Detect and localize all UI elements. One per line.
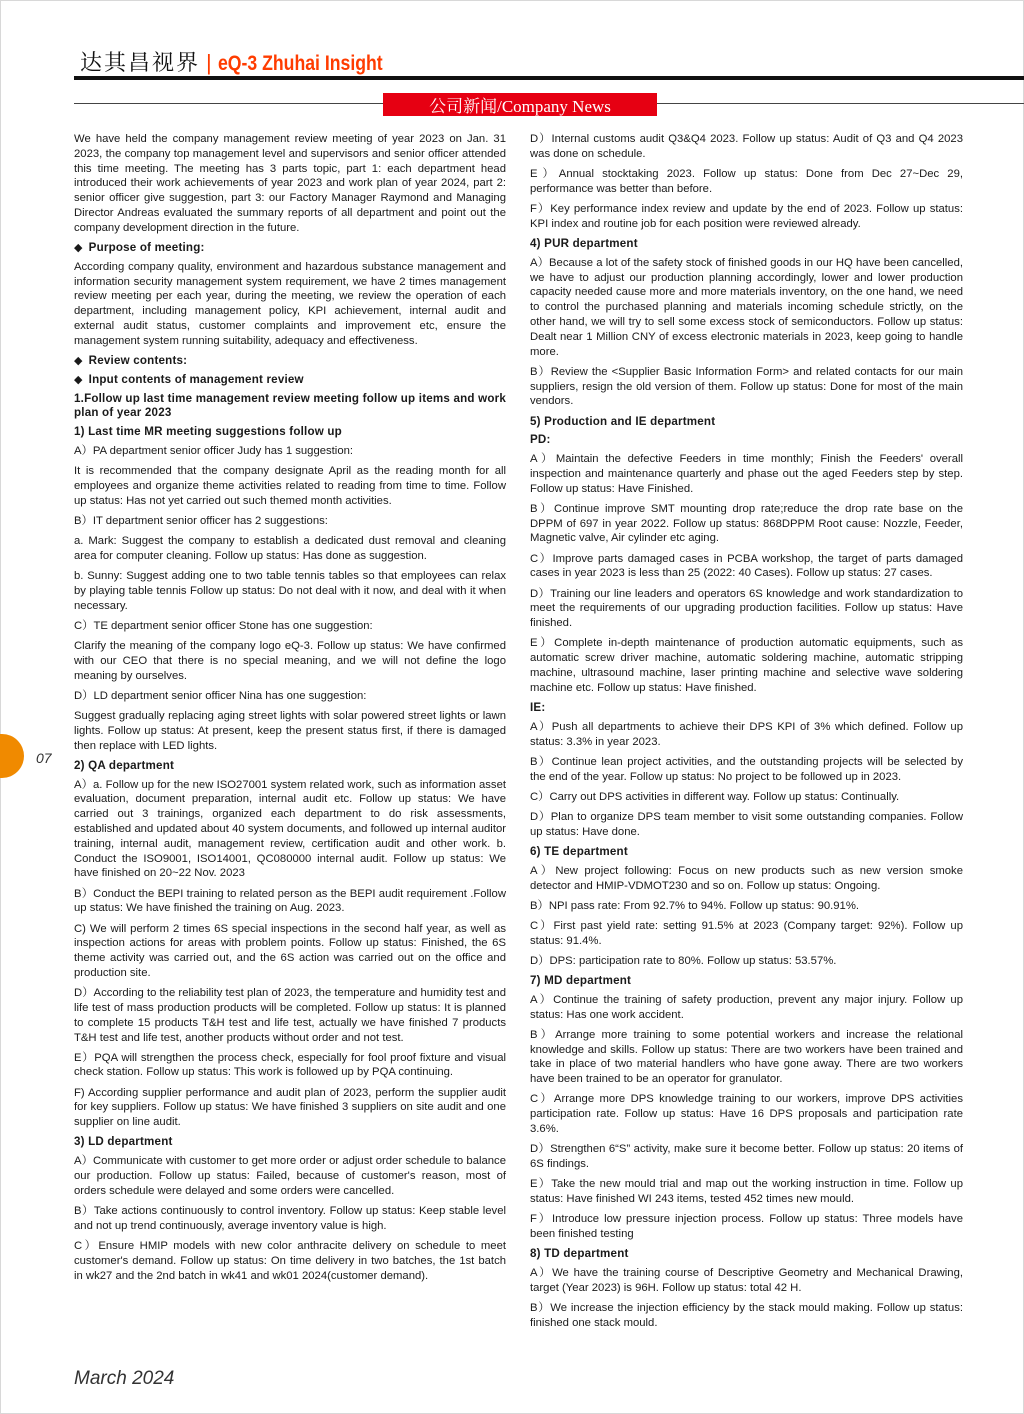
paragraph: A）We have the training course of Descriptive Geometry and Mechanical Drawing, target (Year 2023) is 96H. Follow up status: total 42 H. — [530, 1266, 963, 1294]
section-heading: 8) TD department — [530, 1247, 629, 1261]
paragraph: C）First past yield rate: setting 91.5% at 2023 (Company target: 92%). Follow up status: 91.4%. — [530, 919, 963, 947]
section-heading: 7) MD department — [530, 974, 632, 988]
section-heading: 1.Follow up last time management review meeting follow up items and work plan of year 2023 — [74, 391, 506, 420]
paragraph: B）Arrange more training to some potential workers and increase the relational knowledge and skills. Follow up status: There are two workers have been trained and take in place of two material handlers who have gone away. There are two workers have been trained to be an operator for granulator. — [530, 1028, 963, 1086]
paragraph: a. Mark: Suggest the company to establish a dedicated dust removal and cleaning area for computer cleaning. Follow up status: Has done as suggestion. — [74, 535, 506, 562]
bullet-heading: ◆ Purpose of meeting: — [74, 241, 506, 256]
paragraph: F）Key performance index review and update by the end of 2023. Follow up status: KPI index and routine job for each position were reviewed already. — [530, 202, 963, 230]
paragraph: D）According to the reliability test plan of 2023, the temperature and humidity test and life test of mass production products will be completed. Follow up status: It is planned to complete 15 products T&H test and life test, actually we have finished 7 products T&H test and life test, another products without order and not test. — [74, 987, 506, 1044]
paragraph: A）PA department senior officer Judy has 1 suggestion: — [74, 444, 354, 457]
masthead-separator: | — [206, 50, 212, 75]
bullet-heading: ◆ Review contents: — [74, 354, 506, 369]
paragraph: Suggest gradually replacing aging street lights with solar powered street lights or lawn lights. Follow up status: At present, keep the present status first, if there is damaged then replace with LED lights. — [74, 710, 506, 752]
paragraph: C）Improve parts damaged cases in PCBA workshop, the target of parts damaged cases in year 2023 is less than 25 (2022: 40 Cases). Follow up status: 27 cases. — [530, 552, 963, 580]
masthead-title-cn: 达其昌视界 — [80, 51, 201, 76]
paragraph: According company quality, environment and hazardous substance management and information security management system requirement, we have 2 times management review meeting per each year, during the meeting, we review the operation of each department, including management policy, KPI achievement, internal audit and external audit status, customer complaints and improvement etc, ensure the management system running suitability, adequacy and effectiveness. — [74, 260, 506, 347]
paragraph: D）Plan to organize DPS team member to visit some outstanding companies. Follow up status: Have done. — [530, 810, 963, 838]
paragraph: D）DPS: participation rate to 80%. Follow up status: 53.57%. — [530, 954, 837, 967]
paragraph: C）Carry out DPS activities in different way. Follow up status: Continually. — [530, 790, 900, 803]
paragraph: B）Take actions continuously to control inventory. Follow up status: Keep stable level and not up trend continuously, average inventory value is high. — [74, 1205, 506, 1232]
paragraph: C) We will perform 2 times 6S special inspections in the second half year, as well as inspection actions for areas with problem points. Follow up status: Finished, the 6S theme activity was carried out, and the 6S action was carried out on the office and production site. — [74, 922, 506, 979]
paragraph: b. Sunny: Suggest adding one to two table tennis tables so that employees can relax by playing table tennis Follow up status: Do not deal with it now, and deal with it when necessary. — [74, 570, 506, 612]
section-heading: 4) PUR department — [530, 236, 638, 250]
bullet-heading: ◆ Input contents of management review — [74, 373, 506, 388]
footer-date: March 2024 — [74, 1368, 175, 1389]
paragraph: A）Maintain the defective Feeders in time monthly; Finish the Feeders' overall inspection and maintenance quarterly and phase out the aged Feeders step by step. Follow up status: Have Finished. — [530, 453, 963, 495]
paragraph: D）Strengthen 6“S” activity, make sure it become better. Follow up status: 20 items of 6S findings. — [530, 1143, 963, 1171]
paragraph: D）Internal customs audit Q3&Q4 2023. Follow up status: Audit of Q3 and Q4 2023 was done on schedule. — [530, 133, 963, 160]
paragraph: A）New project following: Focus on new products such as new version smoke detector and HMIP-VDMOT230 and so on. Follow up status: Ongoing. — [530, 864, 963, 892]
paragraph: B）NPI pass rate: From 92.7% to 94%. Follow up status: 90.91%. — [530, 899, 860, 912]
paragraph: E）Take the new mould trial and map out the working instruction in time. Follow up status: Have finished WI 243 items, tested 452 times new mould. — [530, 1178, 963, 1205]
section-heading: 6) TE department — [530, 844, 628, 858]
paragraph: It is recommended that the company designate April as the reading month for all employees and organize theme activities related to reading from time to time. Follow up status: Has not yet carried out such themed month activities. — [74, 465, 506, 507]
paragraph: B）IT department senior officer has 2 suggestions: — [74, 514, 328, 527]
paragraph: A）Push all departments to achieve their DPS KPI of 3% which defined. Follow up status: 3.3% in year 2023. — [530, 720, 963, 748]
paragraph: E）Annual stocktaking 2023. Follow up status: Done from Dec 27~Dec 29, performance was better than before. — [530, 167, 963, 195]
paragraph: A）Communicate with customer to get more order or adjust order schedule to balance our production. Follow up status: Failed, because of customer's reason, most of orders schedule were delayed and some orders were cancelled. — [74, 1155, 506, 1197]
section-heading: IE: — [530, 701, 546, 714]
section-tab: 公司新闻/Company News — [383, 93, 657, 116]
paragraph: E）PQA will strengthen the process check, especially for fool proof fixture and visual check station. Follow up status: This work is followed up by PQA continuing. — [74, 1051, 506, 1079]
section-heading: PD: — [530, 433, 551, 447]
paragraph: A）Continue the training of safety production, prevent any major injury. Follow up status: Has one work accident. — [530, 993, 963, 1021]
header-rule-thick — [74, 76, 1024, 80]
left-column — [74, 132, 506, 1289]
paragraph: Clarify the meaning of the company logo eQ-3. Follow up status: We have confirmed with our CEO that there is no special meaning, and we will not define the logo meaning by ourselves. — [74, 640, 506, 682]
paragraph: We have held the company management review meeting of year 2023 on Jan. 31 2023, the company top management level and supervisors and senior officer attended this time meeting. The meeting has 3 parts topic, part 1: each department head introduced their work achievements of year 2023 and work plan of year 2024, part 2: senior officer give suggestion, part 3: our Factory Manager Raymond and Managing Director Andreas evaluated the summary reports of all department and point out the company development direction in the future. — [74, 133, 506, 234]
paragraph: B）We increase the injection efficiency by the stack mould making. Follow up status: finished one stack mould. — [530, 1301, 963, 1329]
section-heading: 2) QA department — [74, 758, 175, 772]
paragraph: D）Training our line leaders and operators 6S knowledge and work standardization to meet the requirements of our upgrading production facilities. Follow up status: Have finished. — [530, 587, 963, 630]
paragraph: C）Arrange more DPS knowledge training to our workers, improve DPS activities participation rate. Follow up status: Have 16 DPS proposals and participation rate 3.6%. — [530, 1093, 963, 1136]
masthead — [80, 46, 414, 76]
section-heading: 1) Last time MR meeting suggestions follow up — [74, 425, 342, 439]
paragraph: B）Review the <Supplier Basic Information Form> and related contacts for our main suppliers, resign the old version of them. Follow up status: Done for most of the main vendors. — [530, 365, 963, 408]
section-heading: 5) Production and IE department — [530, 414, 716, 428]
paragraph: B）Continue lean project activities, and the outstanding projects will be selected by the end of the year. Follow up status: No project to be followed up in 2023. — [530, 755, 963, 783]
masthead-title-en: eQ-3 Zhuhai Insight — [217, 52, 383, 75]
paragraph: B）Continue improve SMT mounting drop rate;reduce the drop rate base on the DPPM of 697 in year 2022. Follow up status: 868DPPM Root cause: Nozzle, Feeder, Magnetic valve, Air cylinder etc aging. — [530, 502, 963, 545]
paragraph: A）a. Follow up for the new ISO27001 system related work, such as information asset evaluation, document preparation, internal audit etc. Follow up status: We have carried out 3 trainings, organized each department to do risk assessments, established and updated about 40 system documents, and followed up internal auditor training, internal audit, management review, certification audit and other work. b. Conduct the ISO9001, ISO14001, QC080000 internal audit. Follow up status: We have finished on 20~22 Nov. 2023 — [74, 778, 506, 880]
paragraph: F) According supplier performance and audit plan of 2023, perform the supplier audit for key suppliers. Follow up status: We have finished 3 suppliers on site audit and one supplier on line audit. — [74, 1086, 506, 1129]
paragraph: E）Complete in-depth maintenance of production automatic equipments, such as automatic screw driver machine, automatic soldering machine, automatic stripping machine, ultrasound machine, laser printing machine and selective wave soldering machine etc. Follow up status: Have finished. — [530, 637, 963, 694]
right-column — [530, 132, 963, 1336]
paragraph: B）Conduct the BEPI training to related person as the BEPI audit requirement .Follow up status: We have finished the training on Aug. 2023. — [74, 887, 506, 915]
page-number: 07 — [36, 750, 52, 766]
paragraph: F）Introduce low pressure injection process. Follow up status: Three models have been finished testing — [530, 1213, 963, 1240]
section-heading: 3) LD department — [74, 1135, 173, 1149]
paragraph: D）LD department senior officer Nina has one suggestion: — [74, 689, 367, 702]
paragraph: C）Ensure HMIP models with new color anthracite delivery on schedule to meet customer's demand. Follow up status: On time delivery in two batches, the 1st batch in wk27 and the 2nd batch in wk41 and wk01 2024(customer demand). — [74, 1240, 506, 1282]
paragraph: C）TE department senior officer Stone has one suggestion: — [74, 619, 373, 632]
paragraph: A）Because a lot of the safety stock of finished goods in our HQ have been cancelled, we have to adjust our production planning accordingly, lower and lower production capacity needed cause more and more materials inventory, on the one hand, we need to control the purchased planning and materials incoming schedule strictly, on the other hand, we will try to sell some excess stock of semiconductors. Follow up status: Dealt near 1 Million CNY of excess electronic materials in 2023, keep going to handle more. — [530, 256, 963, 358]
